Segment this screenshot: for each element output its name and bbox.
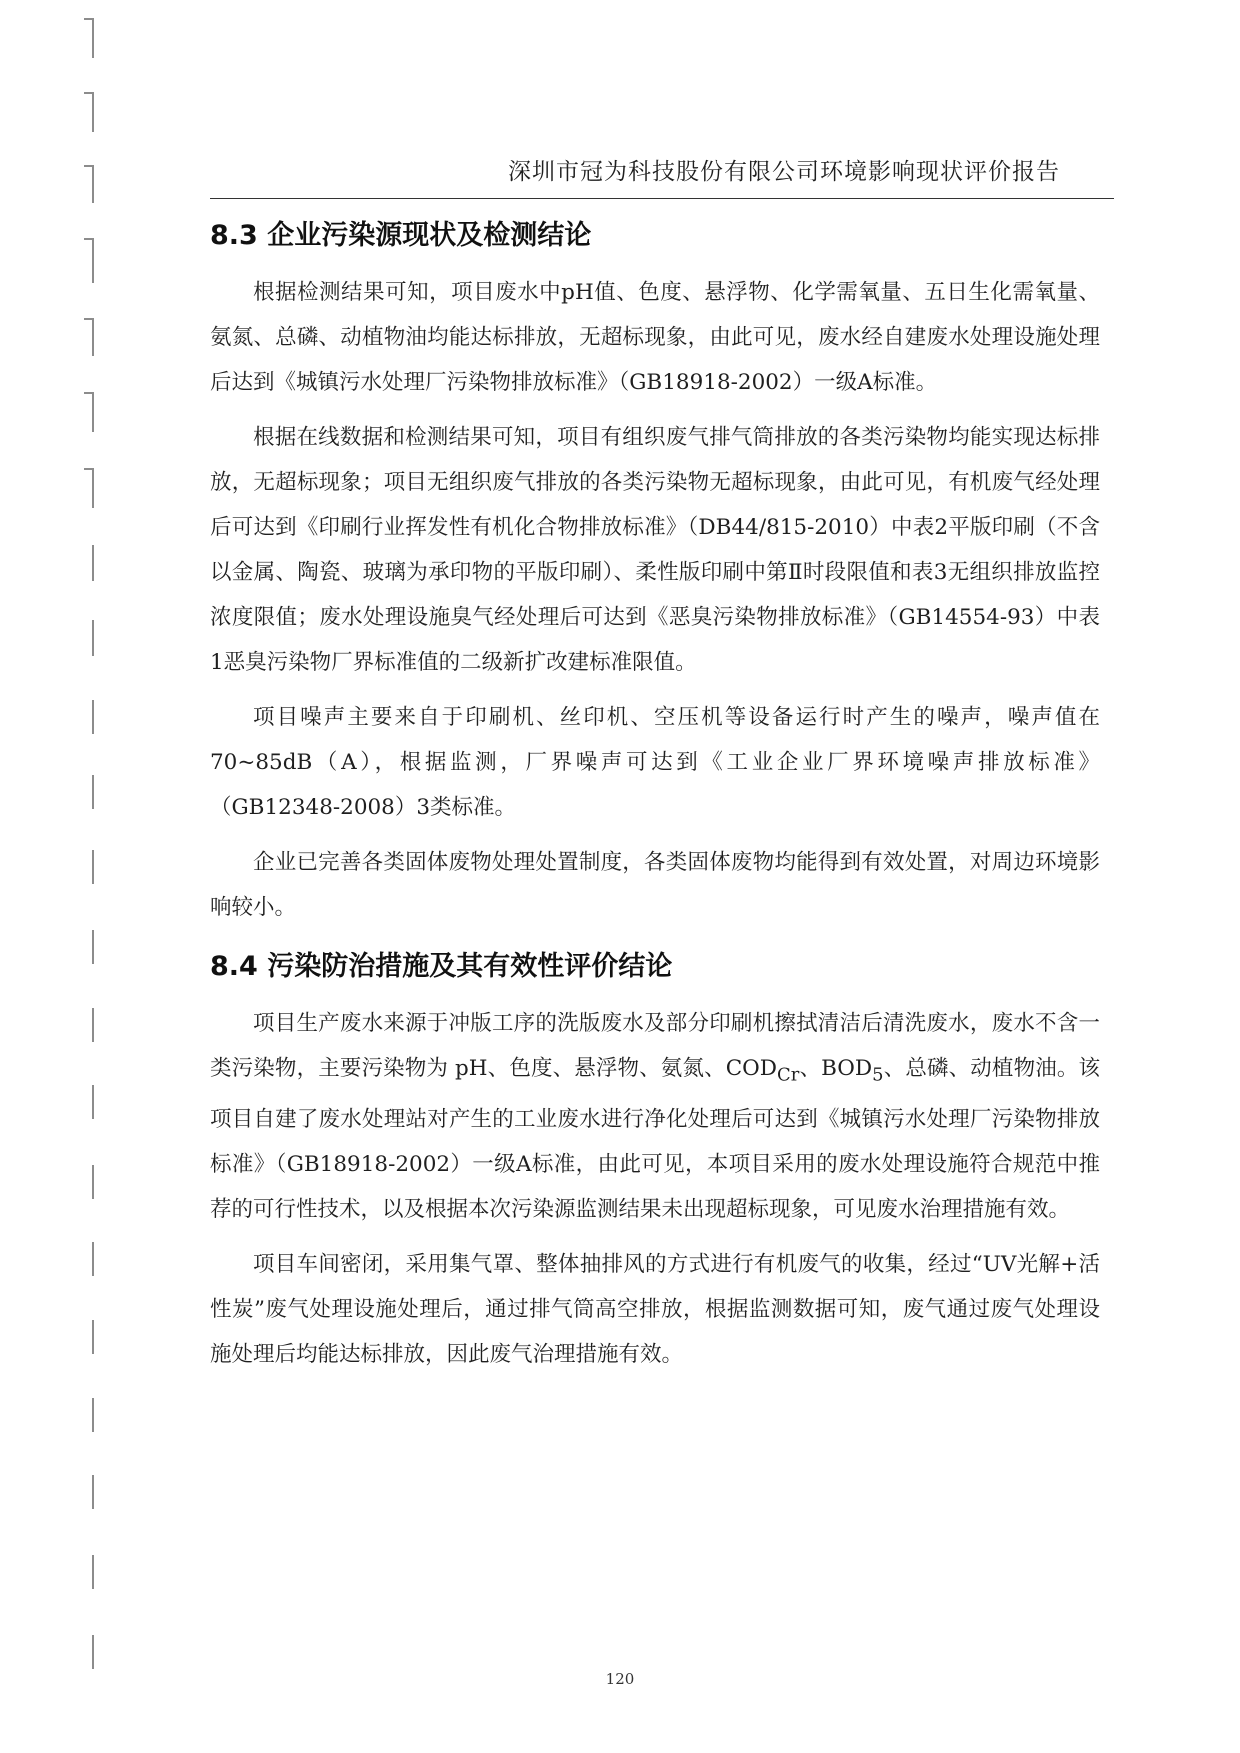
binding-segment: [92, 238, 94, 283]
binding-segment: [92, 1320, 94, 1354]
paragraph: 企业已完善各类固体废物处理处置制度，各类固体废物均能得到有效处置，对周边环境影响较小。: [210, 850, 1100, 920]
binding-segment: [92, 1008, 94, 1042]
subscript-5: 5: [872, 1064, 884, 1086]
paragraph-text: 、BOD: [799, 1056, 873, 1081]
binding-segment: [92, 620, 94, 656]
document-page: [210, 150, 1100, 1387]
binding-segment: [92, 468, 94, 508]
binding-segment: [92, 775, 94, 809]
binding-segment: [92, 850, 94, 884]
binding-segment: [92, 392, 94, 432]
binding-segment: [92, 1635, 94, 1669]
binding-segment: [92, 318, 94, 356]
section-heading-8-4: 8.4 污染防治措施及其有效性评价结论: [210, 951, 673, 982]
binding-segment: [92, 1085, 94, 1119]
page-number: 120: [605, 1670, 635, 1688]
paragraph: 项目噪声主要来自于印刷机、丝印机、空压机等设备运行时产生的噪声，噪声值在 70~85dB（A），根据监测，厂界噪声可达到《工业企业厂界环境噪声排放标准》（GB12348-2008）3类标准。: [210, 705, 1100, 820]
paragraph-text: 、总磷、动植物油。该项目自建了废水处理站对产生的工业废水进行净化处理后可达到《城镇污水处理厂污染物排放标准》（GB18918-2002）一级A标准，由此可见，本项目采用的废水处理设施符合规范中推荐的可行性技术，以及根据本次污染源监测结果未出现超标现象，可见废水治理措施有效。: [210, 1056, 1100, 1223]
binding-segment: [92, 1398, 94, 1432]
paragraph: 根据在线数据和检测结果可知，项目有组织废气排气筒排放的各类污染物均能实现达标排放，无超标现象；项目无组织废气排放的各类污染物无超标现象，由此可见，有机废气经处理后可达到《印刷行业挥发性有机化合物排放标准》（DB44/815-2010）中表2平版印刷（不含以金属、陶瓷、玻璃为承印物的平版印刷）、柔性版印刷中第Ⅱ时段限值和表3无组织排放监控浓度限值；废水处理设施臭气经处理后可达到《恶臭污染物排放标准》（GB14554-93）中表1恶臭污染物厂界标准值的二级新扩改建标准限值。: [210, 425, 1100, 675]
binding-segment: [92, 1555, 94, 1589]
binding-segment: [92, 92, 94, 132]
binding-segment: [92, 545, 94, 581]
binding-segment: [92, 1165, 94, 1199]
header-rule: [210, 198, 1114, 199]
binding-segment: [92, 165, 94, 203]
subscript-cr: Cr: [777, 1064, 800, 1086]
paragraph-text: 项目生产废水来源于冲版工序的洗版废水及部分印刷机擦拭清洁后清洗废水，废水不含一类污染物，主要污染物为 pH、色度、悬浮物、氨氮、COD: [210, 1011, 1100, 1081]
binding-segment: [92, 1242, 94, 1276]
binding-segment: [92, 700, 94, 734]
binding-edge: [78, 0, 108, 1753]
binding-segment: [92, 930, 94, 964]
paragraph: 项目车间密闭，采用集气罩、整体抽排风的方式进行有机废气的收集，经过“UV光解+活性炭”废气处理设施处理后，通过排气筒高空排放，根据监测数据可知，废气通过废气处理设施处理后均能达标排放，因此废气治理措施有效。: [210, 1252, 1100, 1368]
section-heading-8-3: 8.3 企业污染源现状及检测结论: [210, 220, 592, 251]
binding-segment: [92, 1475, 94, 1509]
binding-segment: [92, 18, 94, 58]
running-header: 深圳市冠为科技股份有限公司环境影响现状评价报告: [508, 159, 1060, 185]
paragraph: 根据检测结果可知，项目废水中pH值、色度、悬浮物、化学需氧量、五日生化需氧量、氨氮、总磷、动植物油均能达标排放，无超标现象，由此可见，废水经自建废水处理设施处理后达到《城镇污水处理厂污染物排放标准》（GB18918-2002）一级A标准。: [210, 280, 1100, 395]
paragraph: [210, 1001, 1100, 1232]
